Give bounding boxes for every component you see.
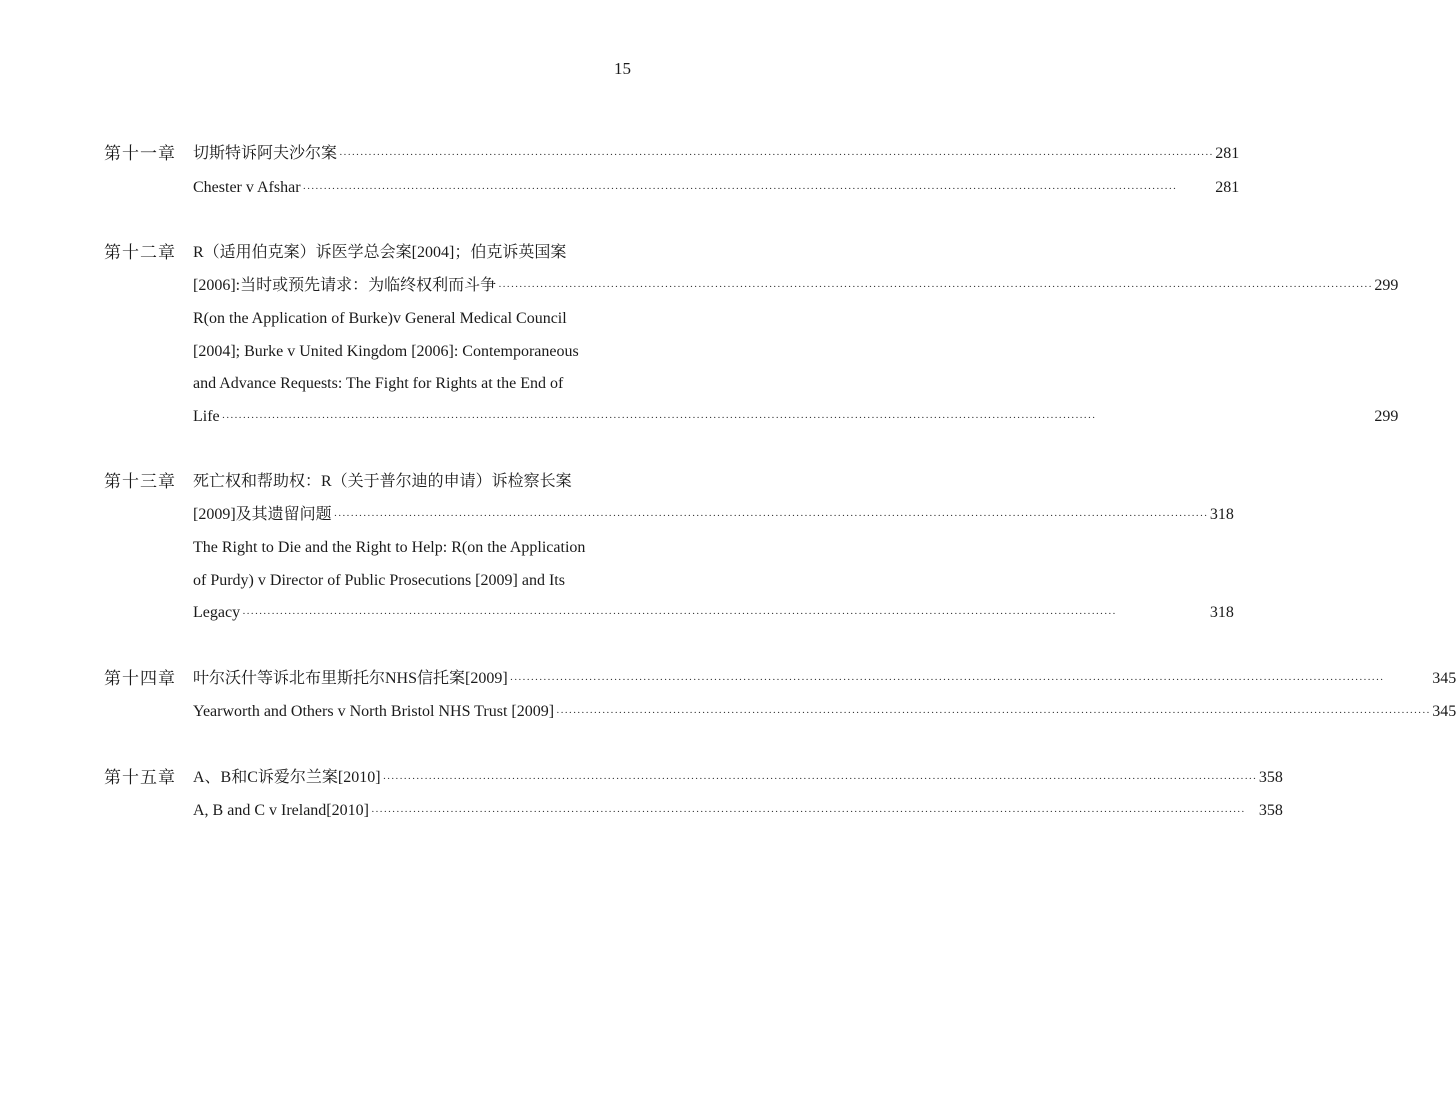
toc-chapter bbox=[104, 237, 1399, 434]
entry-title: [2009]及其遗留问题 bbox=[193, 505, 332, 523]
chapter-label: 第十二章 bbox=[104, 243, 176, 262]
toc-entry-chinese[interactable] bbox=[193, 762, 1283, 796]
entry-title-line: R（适用伯克案）诉医学总会案[2004]；伯克诉英国案 bbox=[193, 244, 567, 261]
toc-entry-chinese[interactable] bbox=[193, 237, 1398, 303]
entry-title-line: and Advance Requests: The Fight for Rights at the End of bbox=[193, 375, 564, 392]
toc-entry-english[interactable] bbox=[193, 172, 1239, 206]
toc-entry-line bbox=[193, 499, 1234, 533]
entry-title-line: of Purdy) v Director of Public Prosecutions [2009] and Its bbox=[193, 571, 565, 589]
chapter-label: 第十四章 bbox=[104, 668, 176, 688]
toc-entry-line bbox=[193, 303, 1398, 336]
toc-entry-line bbox=[193, 696, 1456, 730]
page-ref: 281 bbox=[1215, 178, 1240, 196]
toc-chapter bbox=[104, 466, 1234, 631]
toc-entry-line bbox=[193, 565, 1234, 598]
entry-title: Legacy bbox=[193, 604, 241, 621]
dot-leader bbox=[334, 500, 1208, 533]
toc-entry-line bbox=[193, 466, 1234, 499]
dot-leader bbox=[339, 139, 1213, 172]
dot-leader bbox=[498, 271, 1372, 304]
toc-entry-line bbox=[193, 172, 1239, 206]
toc-entry-line bbox=[193, 762, 1283, 796]
toc-entry-english[interactable] bbox=[193, 303, 1398, 434]
page-ref: 299 bbox=[1374, 276, 1399, 294]
entry-title: Life bbox=[193, 407, 220, 425]
toc-entry-english[interactable] bbox=[193, 795, 1283, 829]
toc-entry-line bbox=[193, 795, 1283, 829]
entry-title-line: 死亡权和帮助权：R（关于普尔迪的申请）诉检察长案 bbox=[193, 473, 572, 490]
toc-entry-line bbox=[193, 138, 1239, 172]
toc-chapter bbox=[104, 762, 1283, 829]
dot-leader bbox=[303, 173, 1214, 206]
toc-entry-line bbox=[193, 270, 1398, 304]
page-ref: 299 bbox=[1374, 407, 1399, 425]
entry-title-line: [2004]; Burke v United Kingdom [2006]: Contemporaneous bbox=[193, 342, 579, 360]
toc-chapter bbox=[104, 138, 1240, 205]
toc-chapter bbox=[104, 663, 1456, 730]
chapter-label: 第十三章 bbox=[104, 472, 176, 491]
toc-entry-line bbox=[193, 237, 1398, 270]
page-ref: 358 bbox=[1258, 768, 1283, 786]
entry-title: [2006]:当时或预先请求：为临终权利而斗争 bbox=[193, 276, 497, 294]
table-of-contents bbox=[104, 138, 1456, 861]
toc-entry-line bbox=[193, 336, 1398, 369]
dot-leader bbox=[556, 697, 1430, 730]
chapter-label: 第十一章 bbox=[104, 144, 176, 163]
entry-title: 切斯特诉阿夫沙尔案 bbox=[193, 145, 338, 162]
chapter-entries bbox=[193, 466, 1234, 631]
toc-entry-line bbox=[193, 401, 1398, 435]
entry-title: A, B and C v Ireland[2010] bbox=[193, 802, 369, 819]
dot-leader bbox=[383, 763, 1257, 796]
chapter-entries bbox=[193, 762, 1283, 829]
page-ref: 345 bbox=[1432, 703, 1456, 720]
chapter-entries bbox=[193, 237, 1398, 434]
page-ref: 318 bbox=[1209, 604, 1234, 621]
dot-leader bbox=[510, 664, 1431, 697]
page-ref: 358 bbox=[1258, 802, 1283, 819]
entry-title: 叶尔沃什等诉北布里斯托尔NHS信托案[2009] bbox=[193, 669, 508, 687]
toc-entry-chinese[interactable] bbox=[193, 663, 1456, 697]
dot-leader bbox=[222, 402, 1373, 435]
page-number: 15 bbox=[614, 59, 631, 78]
toc-entry-line bbox=[193, 663, 1456, 697]
dot-leader bbox=[242, 598, 1208, 631]
entry-title-line: The Right to Die and the Right to Help: R(on the Application bbox=[193, 539, 586, 556]
toc-entry-chinese[interactable] bbox=[193, 138, 1239, 172]
toc-entry-english[interactable] bbox=[193, 696, 1456, 730]
entry-title: Chester v Afshar bbox=[193, 178, 301, 196]
entry-title: A、B和C诉爱尔兰案[2010] bbox=[193, 768, 381, 786]
dot-leader bbox=[371, 796, 1257, 829]
chapter-entries bbox=[193, 663, 1456, 730]
toc-entry-line bbox=[193, 597, 1234, 631]
entry-title: Yearworth and Others v North Bristol NHS Trust [2009] bbox=[193, 703, 555, 720]
chapter-label: 第十五章 bbox=[104, 767, 176, 787]
toc-entry-english[interactable] bbox=[193, 532, 1234, 631]
toc-entry-chinese[interactable] bbox=[193, 466, 1234, 532]
page-ref: 318 bbox=[1209, 505, 1234, 523]
toc-entry-line bbox=[193, 368, 1398, 401]
entry-title-line: R(on the Application of Burke)v General Medical Council bbox=[193, 310, 567, 327]
chapter-entries bbox=[193, 138, 1239, 205]
toc-entry-line bbox=[193, 532, 1234, 565]
page-ref: 345 bbox=[1432, 669, 1456, 687]
page-ref: 281 bbox=[1215, 145, 1240, 162]
